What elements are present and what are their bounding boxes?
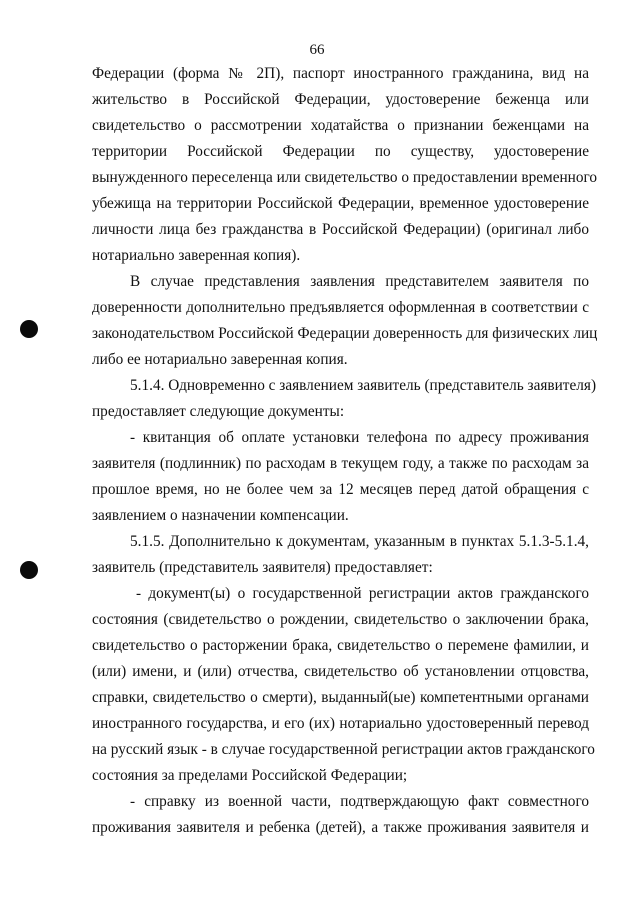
text-line: нотариально заверенная копия). [92,247,301,264]
text-line: заявителя (подлинник) по расходам в текущем году, а также по расходам за [92,455,589,472]
text-line: доверенности дополнительно предъявляется оформленная в соответствии с [92,299,589,316]
text-line: территории Российской Федерации по существу, удостоверение [92,143,589,160]
text-line: прошлое время, но не более чем за 12 месяцев перед датой обращения с [92,481,589,498]
text-line: (или) имени, и (или) отчества, свидетельство об установлении отцовства, [92,663,589,680]
punch-hole-mark [20,320,38,338]
text-line: - документ(ы) о государственной регистрации актов гражданского [136,585,589,602]
text-line: 5.1.4. Одновременно с заявлением заявитель (представитель заявителя) [130,377,597,394]
text-line: жительство в Российской Федерации, удостоверение беженца или [92,91,589,108]
text-line: справки, свидетельство о смерти), выданный(ые) компетентными органами [92,689,589,706]
text-line: Федерации (форма № 2П), паспорт иностранного гражданина, вид на [92,65,589,82]
text-line: свидетельство о расторжении брака, свидетельство о перемене фамилии, и [92,637,589,654]
text-line: заявлением о назначении компенсации. [92,507,349,524]
paragraph [92,373,597,425]
text-line: предоставляет следующие документы: [92,403,345,420]
punch-hole-mark [20,561,38,579]
text-line: проживания заявителя и ребенка (детей), а также проживания заявителя и [92,819,589,836]
paragraph [92,529,589,581]
document-body [92,61,598,841]
paragraph [92,789,589,841]
text-line: иностранного государства, и его (их) нотариально удостоверенный перевод [92,715,589,732]
text-line: личности лица без гражданства в Российской Федерации) (оригинал либо [92,221,589,238]
text-line: свидетельство о рассмотрении ходатайства о признании беженцами на [92,117,589,134]
paragraph [92,425,589,529]
page-number: 66 [309,42,325,58]
text-line: либо ее нотариально заверенная копия. [92,351,348,368]
text-line: законодательством Российской Федерации доверенность для физических лиц [92,325,598,342]
text-line: на русский язык - в случае государственной регистрации актов гражданского [92,741,595,758]
text-line: В случае представления заявления представителем заявителя по [130,273,589,290]
text-line: 5.1.5. Дополнительно к документам, указанным в пунктах 5.1.3-5.1.4, [130,533,589,550]
text-line: - справку из военной части, подтверждающую факт совместного [130,793,589,810]
text-line: - квитанция об оплате установки телефона по адресу проживания [130,429,589,446]
text-line: состояния за пределами Российской Федерации; [92,767,408,784]
text-line: состояния (свидетельство о рождении, свидетельство о заключении брака, [92,611,589,628]
text-line: заявитель (представитель заявителя) предоставляет: [92,559,433,576]
paragraph [92,581,595,789]
paragraph [92,61,598,269]
paragraph [92,269,598,373]
text-line: убежища на территории Российской Федерации, временное удостоверение [92,195,589,212]
text-line: вынужденного переселенца или свидетельство о предоставлении временного [92,169,598,186]
